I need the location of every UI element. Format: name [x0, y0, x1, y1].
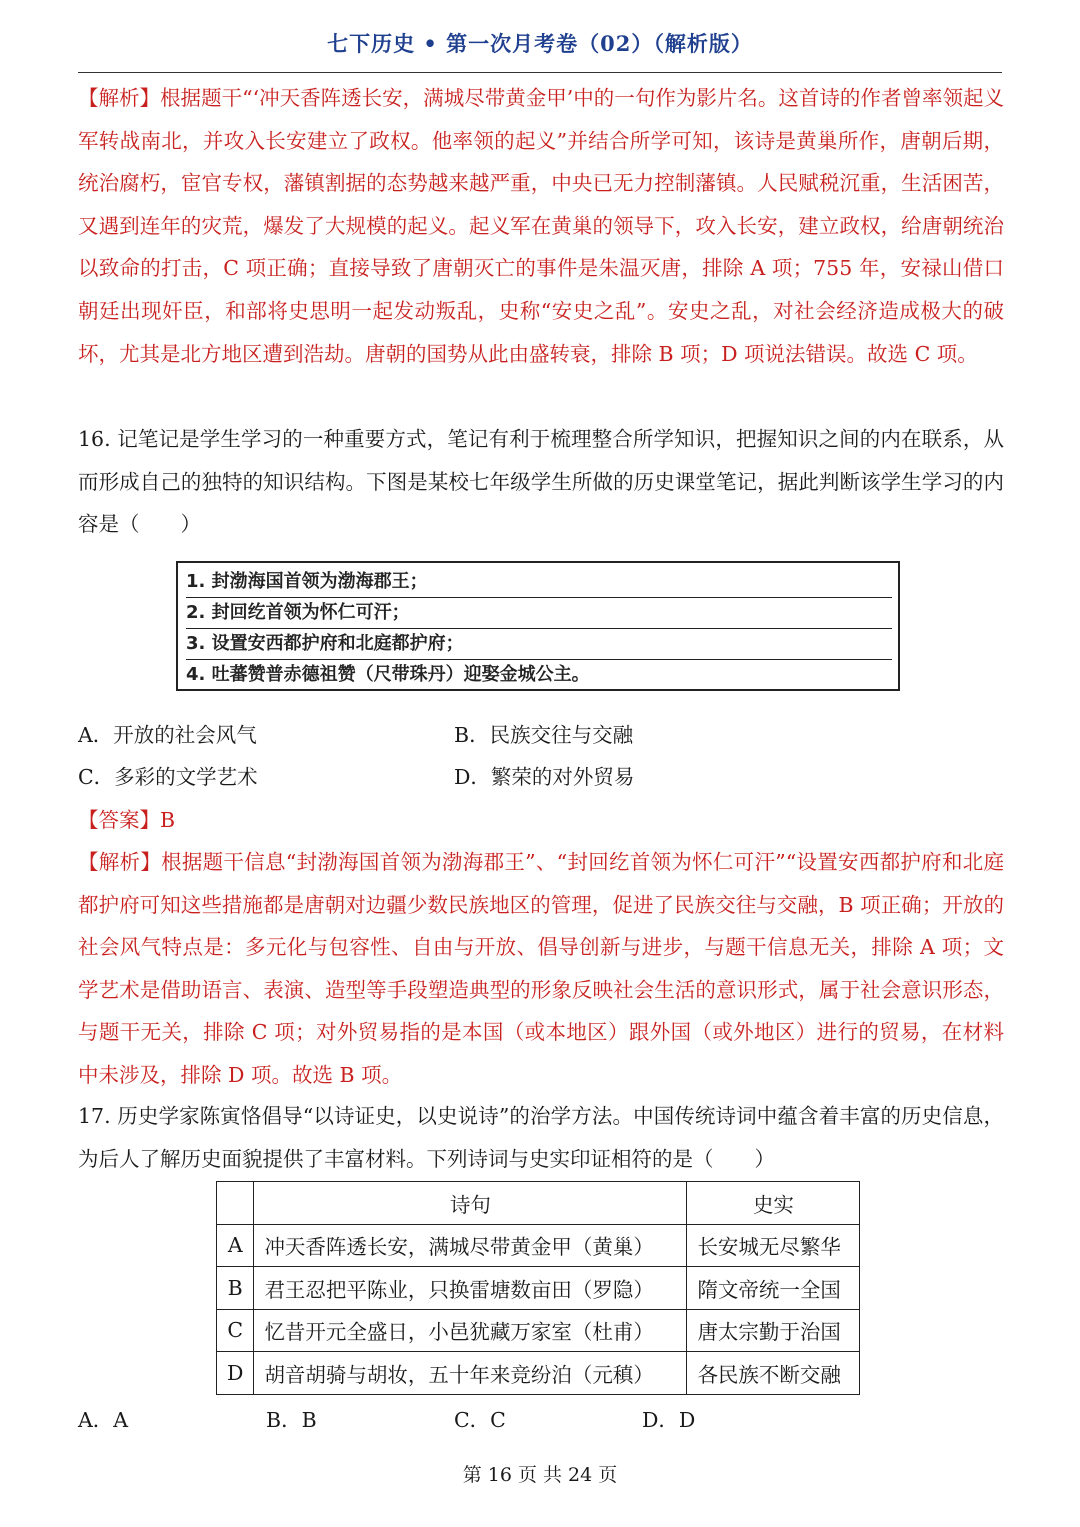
q16-notes-image: [176, 561, 900, 691]
row-label: D: [217, 1352, 254, 1395]
page-number: 第 16 页 共 24 页: [462, 1464, 618, 1486]
note-line-4: 4. 吐蕃赞普赤德祖赞（尺带珠丹）迎娶金城公主。: [186, 659, 892, 691]
q16-analysis-text: 根据题干信息“封渤海国首领为渤海郡王”、“封回纥首领为怀仁可汗”“设置安西都护府和北庭都护府可知这些措施都是唐朝对边疆少数民族地区的管理，促进了民族交往与交融，B 项正确；开放的社会风气特点是：多元化与包容性、自由与开放、倡导创新与进步，与题干信息无关，排除 A 项；文学艺术是借助语言、表演、造型等手段塑造典型的形象反映社会生活的意识形式，属于社会意识形态，与题干无关，排除 C 项；对外贸易指的是本国（或本地区）跟外国（或外地区）进行的贸易，在材料中未涉及，排除 D 项。故选 B 项。: [78, 850, 1004, 1087]
row-fact: 各民族不断交融: [687, 1352, 860, 1395]
q15-analysis-text: 根据题干“‘冲天香阵透长安，满城尽带黄金甲’中的一句作为影片名。这首诗的作者曾率领起义军转战南北，并攻入长安建立了政权。他率领的起义”并结合所学可知，该诗是黄巢所作，唐朝后期，统治腐朽，宦官专权，藩镇割据的态势越来越严重，中央已无力控制藩镇。人民赋税沉重，生活困苦，又遇到连年的灾荒，爆发了大规模的起义。起义军在黄巢的领导下，攻入长安，建立政权，给唐朝统治以致命的打击，C 项正确；直接导致了唐朝灭亡的事件是朱温灭唐，排除 A 项；755 年，安禄山借口朝廷出现奸臣，和部将史思明一起发动叛乱，史称“安史之乱”。安史之乱，对社会经济造成极大的破坏，尤其是北方地区遭到浩劫。唐朝的国势从此由盛转衰，排除 B 项；D 项说法错误。故选 C 项。: [78, 86, 1004, 366]
header-divider: [78, 72, 1002, 73]
table-header-fact: 史实: [687, 1182, 860, 1225]
table-row: [217, 1352, 860, 1395]
page-header-title: 七下历史 • 第一次月考卷（02）（解析版）: [327, 31, 753, 56]
table-header-cell: [217, 1182, 254, 1225]
q16-option-d: D．繁荣的对外贸易: [454, 765, 635, 789]
q17-option-b: B．B: [266, 1408, 317, 1432]
row-poem: 胡音胡骑与胡妆，五十年来竞纷泊（元稹）: [254, 1352, 687, 1395]
table-header-poem: 诗句: [254, 1182, 687, 1225]
q17-option-a: A．A: [78, 1408, 129, 1432]
table-row: [217, 1309, 860, 1352]
q16-option-b: B．民族交往与交融: [454, 723, 634, 747]
note-line-1: 1. 封渤海国首领为渤海郡王；: [186, 566, 892, 598]
note-line-3: 3. 设置安西都护府和北庭都护府；: [186, 628, 892, 660]
q17-stem: 17. 历史学家陈寅恪倡导“以诗证史，以史说诗”的治学方法。中国传统诗词中蕴含着丰富的历史信息，为后人了解历史面貌提供了丰富材料。下列诗词与史实印证相符的是（ ）: [78, 1104, 1004, 1171]
q15-analysis-label: 【解析】: [78, 86, 161, 110]
q17-option-c: C．C: [454, 1408, 506, 1432]
q16-option-c: C．多彩的文学艺术: [78, 765, 258, 789]
row-fact: 唐太宗勤于治国: [687, 1309, 860, 1352]
q16-analysis: [78, 841, 1004, 1097]
row-poem: 冲天香阵透长安，满城尽带黄金甲（黄巢）: [254, 1224, 687, 1267]
q16-answer: 【答案】B: [78, 808, 176, 832]
row-fact: 长安城无尽繁华: [687, 1224, 860, 1267]
q17-table: [216, 1181, 860, 1395]
row-label: B: [217, 1267, 254, 1310]
row-poem: 忆昔开元全盛日，小邑犹藏万家室（杜甫）: [254, 1309, 687, 1352]
table-row: [217, 1267, 860, 1310]
row-fact: 隋文帝统一全国: [687, 1267, 860, 1310]
table-header-row: [217, 1182, 860, 1225]
q17-option-d: D．D: [642, 1408, 696, 1432]
row-label: A: [217, 1224, 254, 1267]
q16-stem: 16. 记笔记是学生学习的一种重要方式，笔记有利于梳理整合所学知识，把握知识之间的内在联系，从而形成自己的独特的知识结构。下图是某校七年级学生所做的历史课堂笔记，据此判断该学生学习的内容是（ ）: [78, 427, 1004, 537]
row-label: C: [217, 1309, 254, 1352]
q15-analysis: [78, 77, 1004, 375]
table-row: [217, 1224, 860, 1267]
q16-option-a: A．开放的社会风气: [78, 723, 257, 747]
q16-analysis-label: 【解析】: [78, 850, 162, 874]
row-poem: 君王忍把平陈业，只换雷塘数亩田（罗隐）: [254, 1267, 687, 1310]
note-line-2: 2. 封回纥首领为怀仁可汗；: [186, 597, 892, 629]
